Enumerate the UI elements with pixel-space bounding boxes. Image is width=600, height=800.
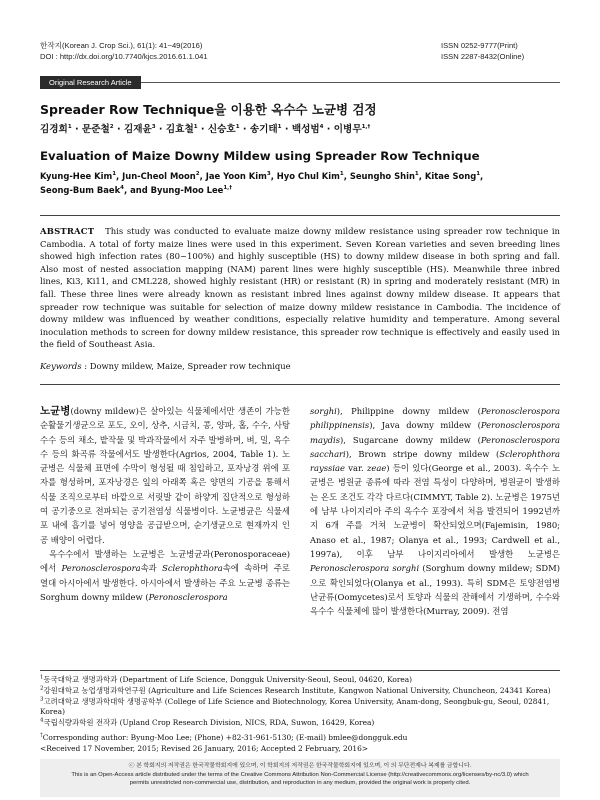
issn-online: ISSN 2287-8432(Online) — [441, 52, 525, 61]
species-name: Peronosclerospora — [148, 591, 228, 602]
species-name: Peronosclerospora sorghi — [310, 563, 420, 574]
body-left-column — [40, 404, 290, 604]
author-kr: 김경희 — [40, 124, 68, 135]
author-affil-sup: 1,† — [223, 185, 232, 192]
paragraph-text: ), Sugarcane downy mildew ( — [340, 434, 481, 445]
author-affil-sup: 3 — [266, 171, 271, 178]
authors-korean: 김경희$^1$ · 문준철$^2$ · 김재윤$^3$ · 김효철$^1$ · 신승호$^1$ · 송기태$^1$ · 백성범$^4$ · 이병무$^{1,\dagger}$ — [40, 123, 371, 135]
author-kr: 문준철 — [81, 124, 110, 135]
genus-name: Sclerophthora — [162, 563, 223, 574]
genus-name: Peronosclerospora — [61, 563, 141, 574]
species-name: Peronosclerospora sacchari — [310, 434, 560, 459]
author-kr: 이병무 — [333, 124, 362, 135]
author-en: Kyung-Hee Kim — [40, 171, 113, 181]
copyright-notice: ⓒ 본 학회지의 저작권은 한국작물학회지에 있으며, 이 학회지의 저작권은 한국작물학회지에 있으며, 이 의 무단전재나 복제를 금합니다. — [128, 763, 472, 769]
corresponding-author: †Corresponding author: Byung-Moo Lee; (Phone) +82-31-961-5130; (E-mail) bmlee@dongguk.edu — [40, 732, 408, 742]
paragraph — [40, 404, 290, 547]
author-en: Seungho Shin — [349, 171, 415, 181]
license-box — [40, 759, 560, 797]
abstract-text: This study was conducted to evaluate maize downy mildew resistance using spreader row technique in Cambodia. A total of forty maize lines were used in this experiment. Seven Korean varieties and seven breeding lines showed high infection rates (80~100%) and highly susceptible (HS) to downy mildew disease in both spring and fall. Also most of nested association mapping (NAM) parent lines were highly susceptible (HS). Meanwhile three inbred lines, Ki3, Ki11, and CML228, showed highly resistant (HR) or resistant (R) in spring and moderately resistant (MR) in fall. These three lines were already known as resistant inbred lines against downy mildew disease. It appears that spreader row technique was suitable for selection of maize downy mildew resistance in Cambodia. The incidence of downy mildew was influenced by weather conditions, especially relative humidity and temperature. Among several inoculation methods to screen for downy mildew resistance, this spreader row technique is effectively and easily used in the field of Southeast Asia. — [40, 226, 560, 350]
author-en: Jae Yoon Kim — [205, 171, 267, 181]
species-name: zeae — [366, 463, 387, 474]
species-name: Peronosclerospora philippinensis — [310, 406, 560, 431]
paragraph-text: ), Brown stripe downy mildew ( — [345, 448, 500, 459]
paragraph-text: var. — [344, 463, 367, 474]
paragraph-text: 옥수수에서 발생하는 노균병은 노균병균과(Peronosporaceae)에서 — [40, 548, 290, 574]
paragraph — [310, 404, 560, 618]
license-text: This is an Open-Access article distributed under the terms of the Creative Commons Attribution Non-Commercial License (http://creativecommons.org/licenses/by-nc/3.0) which — [71, 771, 529, 778]
footnote-rule — [40, 670, 560, 671]
affiliation-4: $^4$국립식량과학원 전작과 (Upland Crop Research Division, NICS, RDA, Suwon, 16429, Korea) — [40, 717, 375, 728]
journal-citation: 한작지(Korean J. Crop Sci.), 61(1): 41~49(2016) — [40, 41, 203, 50]
author-affil-sup: 2 — [109, 123, 114, 130]
author-kr: 백성범 — [291, 124, 320, 135]
author-en: Seong-Bum Baek — [40, 185, 121, 195]
abstract-bottom-rule — [40, 384, 560, 385]
received-dates: <Received 17 November, 2015; Revised 26 January, 2016; Accepted 2 February, 2016> — [40, 743, 369, 753]
keywords — [40, 361, 291, 371]
authors-english: Kyung-Hee Kim$^1$, Jun-Cheol Moon$^2$, Jae Yoon Kim$^3$, Hyo Chul Kim$^1$, Seungho Shin$^1$, Kitae Song$^1$, Seong-Bum Baek$^4$, and Byung-Moo Lee$^{1,\dagger}$ — [40, 171, 484, 195]
paragraph-text: (Sorghum downy mildew; SDM)으로 확인되었다(Olanya et al., 1993). 특히 SDM은 토양전염병 난균류(Oomycetes)로서 토양과 식물의 잔해에서 기생하며, 수수와 옥수수 식물체에 많이 발생한다(Murray, 2009). 전염 — [310, 563, 560, 617]
doi-line: DOI : http://dx.doi.org/10.7740/kjcs.2016.61.1.041 — [40, 52, 208, 61]
author-affil-sup: 2 — [195, 171, 200, 178]
author-en: Kitae Song — [424, 171, 477, 181]
abstract — [40, 225, 560, 351]
author-affil-sup: 1 — [414, 171, 419, 178]
paragraph-text: ), Philippine downy mildew ( — [336, 406, 481, 416]
paragraph-text: 속과 — [140, 563, 163, 574]
license-text: permits unrestricted non-commercial use, distribution, and reproduction in any medium, provided the original work is properly cited. — [129, 780, 471, 786]
author-affil-sup: 1 — [67, 123, 72, 130]
author-kr: 신승호 — [207, 124, 236, 135]
author-en: Jun-Cheol Moon — [122, 171, 196, 181]
author-affil-sup: 1 — [235, 123, 240, 130]
keywords-label: Keywords — [40, 361, 82, 371]
paragraph-text: ), Java downy mildew ( — [369, 420, 481, 431]
affiliation-2: $^2$강원대학교 농업생명과학연구원 (Agriculture and Life Sciences Research Institute, Kangwon National University, Chuncheon, 24341 Korea) — [40, 685, 551, 695]
article-type-badge: Original Research Article — [40, 76, 141, 89]
issn-print: ISSN 0252-9777(Print) — [441, 41, 518, 50]
keywords-text: : Downy mildew, Maize, Spreader row technique — [81, 361, 291, 371]
paragraph-text: 속에 속하며 주로 열대 아시아에서 발생한다. 아시아에서 발생하는 주요 노균병 종류는 Sorghum downy mildew ( — [40, 563, 291, 602]
abstract-label: ABSTRACT — [40, 226, 95, 236]
author-en: Hyo Chul Kim — [276, 171, 340, 181]
body-right-column — [310, 404, 560, 618]
paragraph-text: ) 등이 있다(George et al., 2003). 옥수수 노균병은 병원균 종류에 따라 전염 특성이 다양하며, 병원균이 발생하는 온도 조건도 각각 다르다(CIMMYT, Table 2). 노균병은 1975년에 남부 나이지리아 주의 옥수수 포장에서 처음 발견되어 1992년까지 6개 주를 거쳐 노균병이 확산되었으며(Fajemisin, 1980; Anaso et al., 1987; Olanya et al., 1993; Cardwell et al., 1997a), 이후 남부 나이지리아에서 발생한 노균병은 — [310, 463, 561, 559]
species-name: Peronosclerospora maydis — [310, 420, 560, 445]
author-affil-sup: 1 — [277, 123, 282, 130]
author-kr: 김효철 — [165, 124, 194, 135]
paragraph — [40, 547, 290, 604]
author-affil-sup: 1 — [476, 171, 481, 178]
lead-term: 노균병 — [40, 405, 71, 417]
author-affil-sup: 1 — [112, 171, 117, 178]
author-affil-sup: 4 — [120, 185, 124, 192]
title-korean: Spreader Row Technique을 이용한 옥수수 노균병 검정 — [40, 102, 377, 117]
author-affil-sup: 1 — [339, 171, 344, 178]
author-affil-sup: 1,† — [361, 123, 371, 130]
author-kr: 김재윤 — [123, 124, 152, 135]
author-affil-sup: 3 — [151, 123, 156, 130]
author-affil-sup: 4 — [319, 123, 324, 130]
abstract-top-rule — [40, 215, 560, 216]
affiliation-1: $^1$동국대학교 생명과학과 (Department of Life Science, Dongguk University-Seoul, Seoul, 04620, Korea) — [40, 674, 413, 684]
author-kr: 송기태 — [249, 124, 278, 135]
paragraph-text: (downy mildew)은 살아있는 식물체에서만 생존이 가능한 순활물기생균으로 포도, 오이, 상추, 시금치, 콩, 양파, 홉, 수수, 사탕수수 등의 채소, 밭작물 및 박과작물에서 자주 발병하며, 벼, 밀, 옥수수 등의 화곡류 작물에서도 발생한다(Agrios, 2004, Table 1). 노균병은 식물체 표면에 수막이 형성될 때 침입하고, 포자낭경 위에 포자를 형성하며, 포자낭경은 잎의 아래쪽 혹은 양면의 기공을 통해서 식물 조직으로부터 바깥으로 서릿발 같이 하얗게 집단적으로 형성하여 공기중으로 전파되는 공기전염성 식물병이다. 노균병균은 식물세포 내에 흡기를 넣어 영양을 공급받으며, 순기생균으로 현재까지 인공 배양이 어렵다. — [40, 406, 290, 545]
affiliation-3: $^3$고려대학교 생명과학대학 생명공학부 (College of Life Science and Biotechnology, Korea University, Anam-dong, Seongbuk-gu, Seoul, 02841, Korea) — [40, 696, 550, 717]
title-english: Evaluation of Maize Downy Mildew using Spreader Row Technique — [40, 149, 480, 163]
species-name: sorghi — [310, 406, 337, 416]
footnotes — [40, 675, 560, 755]
species-name: Sclerophthora rayssiae — [310, 448, 560, 474]
author-en: Byung-Moo Lee — [150, 185, 224, 195]
author-affil-sup: 1 — [193, 123, 198, 130]
